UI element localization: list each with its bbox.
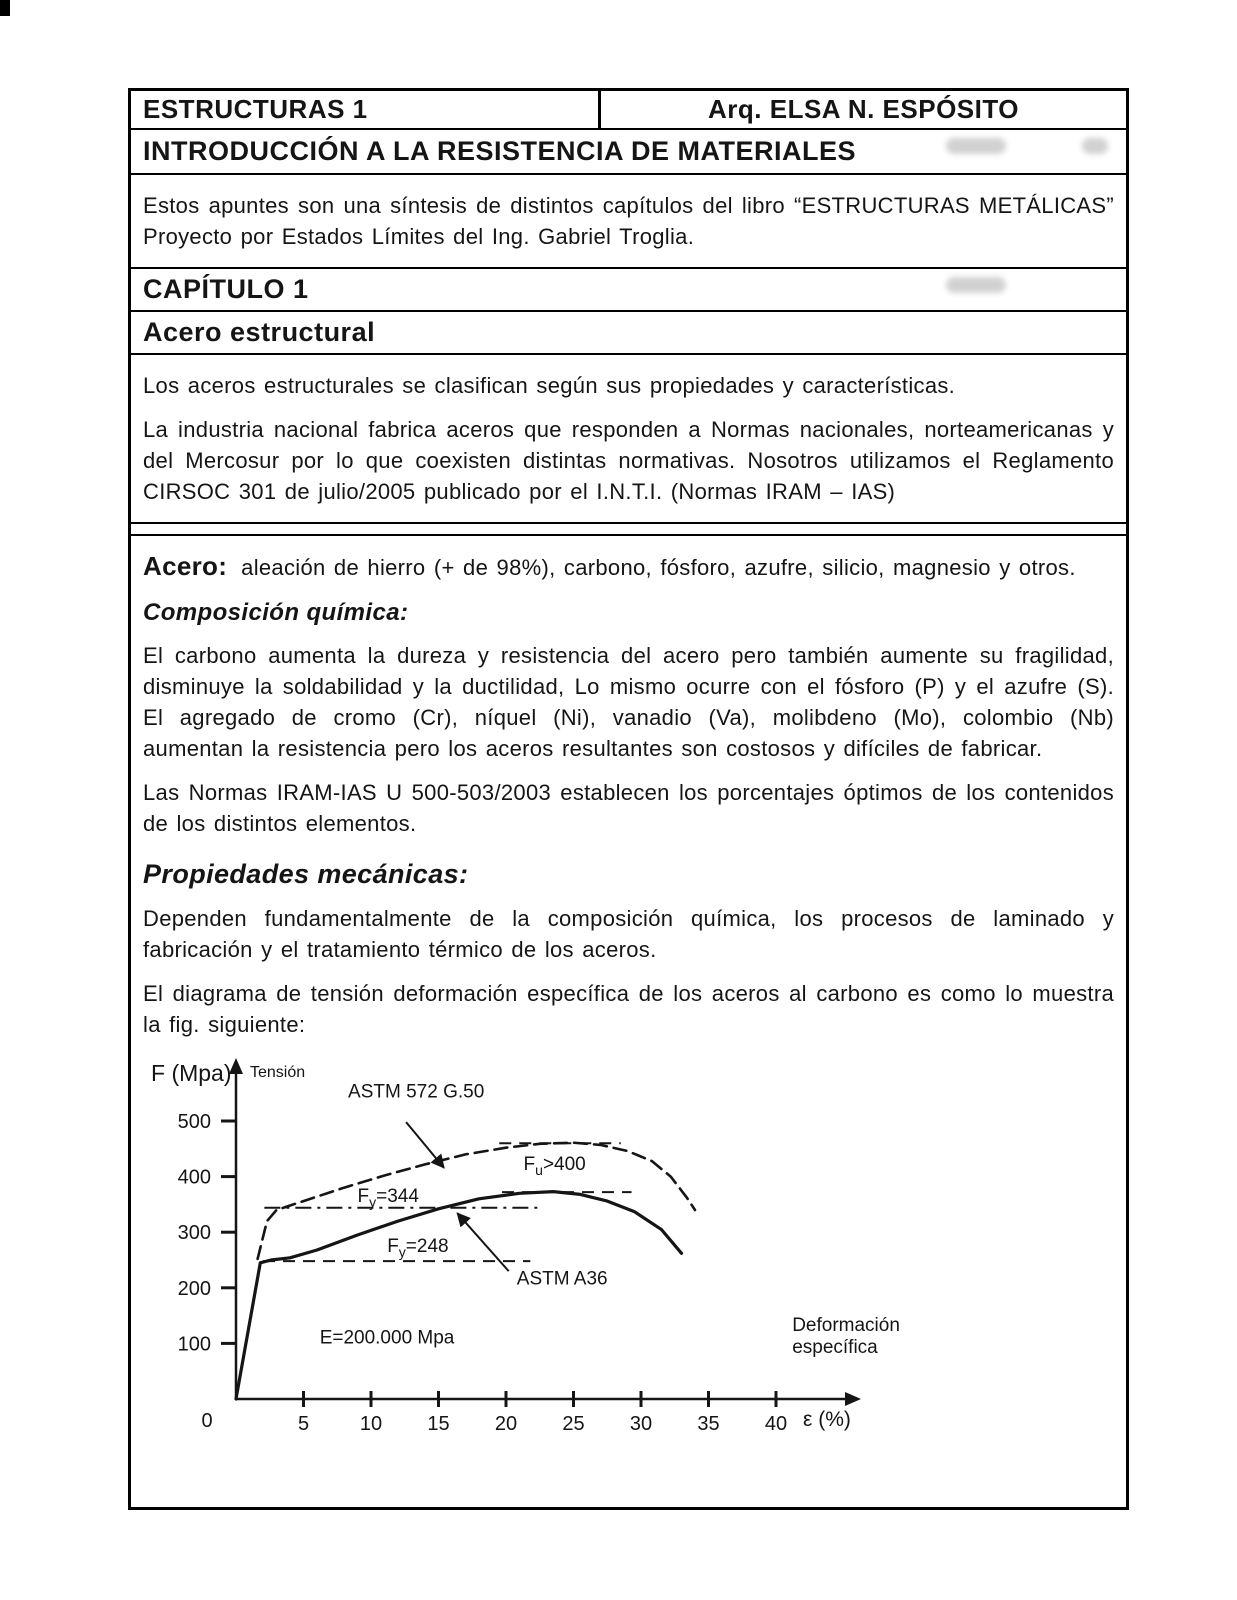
svg-text:15: 15: [427, 1413, 450, 1435]
author-name: Arq. ELSA N. ESPÓSITO: [708, 94, 1019, 124]
paragraph-normas-iram: Las Normas IRAM-IAS U 500-503/2003 establecen los porcentajes óptimos de los contenidos de los distintos elementos.: [143, 780, 1114, 836]
svg-text:Tensión: Tensión: [250, 1064, 306, 1081]
svg-text:ASTM 572 G.50: ASTM 572 G.50: [348, 1081, 485, 1103]
acero-definition: [143, 551, 1114, 583]
svg-text:35: 35: [697, 1413, 720, 1435]
paragraph-diagrama-intro: El diagrama de tensión deformación específica de los aceros al carbono es como lo muestra la fig. siguiente:: [143, 981, 1114, 1037]
svg-text:ε (%): ε (%): [803, 1408, 851, 1431]
paragraph-industria-nacional: La industria nacional fabrica aceros que responden a Normas nacionales, norteamericanas y del Mercosur por lo que coexisten distintas normativas. Nosotros utilizamos el Reglamento CIRSOC 301 de julio/2005 publicado por el I.N.T.I. (Normas IRAM – IAS): [143, 417, 1114, 504]
acero-term: Acero:: [143, 551, 228, 581]
document-frame: [128, 88, 1129, 1510]
propiedades-mecanicas-heading: Propiedades mecánicas:: [143, 859, 469, 889]
chapter-heading-text: CAPÍTULO 1: [143, 274, 309, 304]
intro-paragraph: Estos apuntes son una síntesis de distintos capítulos del libro “ESTRUCTURAS METÁLICAS” Proyecto por Estados Límites del Ing. Gabriel Troglia.: [143, 193, 1114, 249]
scan-smudge: [1082, 138, 1108, 154]
document-title: [131, 130, 1126, 175]
svg-text:25: 25: [562, 1413, 585, 1435]
svg-text:10: 10: [359, 1413, 383, 1435]
svg-text:Fu>400: $F_u>400$: [523, 1153, 586, 1178]
paragraph-clasificacion: Los aceros estructurales se clasifican según sus propiedades y características.: [143, 373, 956, 398]
svg-text:100: 100: [177, 1333, 211, 1356]
document-title-text: INTRODUCCIÓN A LA RESISTENCIA DE MATERIALES: [143, 136, 857, 166]
paragraph-dependen: Dependen fundamentalmente de la composición química, los procesos de laminado y fabricación y el tratamiento térmico de los aceros.: [143, 906, 1114, 962]
svg-text:20: 20: [494, 1413, 518, 1435]
header-row: [131, 91, 1126, 130]
svg-text:Deformaciónespecífica: Deformación específica: [792, 1315, 900, 1359]
svg-text:400: 400: [177, 1166, 211, 1189]
svg-text:5: 5: [297, 1413, 310, 1435]
svg-text:30: 30: [629, 1413, 653, 1435]
scan-smudge: [946, 138, 1006, 154]
intro-section: [131, 175, 1126, 267]
acero-estructural-body: [131, 355, 1126, 524]
scan-artifact: [0, 0, 10, 16]
section-heading-text: Acero estructural: [143, 317, 376, 347]
stress-strain-diagram: [145, 1053, 1129, 1451]
scan-smudge: [946, 277, 1006, 293]
svg-text:0: 0: [201, 1410, 213, 1432]
svg-text:Fy=344: $F_y=344$: [357, 1186, 419, 1211]
section-heading-acero-estructural: [131, 312, 1126, 355]
svg-text:Fy=248: $F_y=248$: [387, 1236, 449, 1261]
svg-text:F (Mpa): F (Mpa): [151, 1060, 232, 1086]
course-title: ESTRUCTURAS 1: [131, 91, 601, 128]
composicion-quimica-heading: Composición química:: [143, 599, 409, 626]
svg-text:300: 300: [177, 1222, 211, 1245]
paragraph-carbono: El carbono aumenta la dureza y resistencia del acero pero también aumente su fragilidad, disminuye la soldabilidad y la ductilidad, Lo mismo ocurre con el fósforo (P) y el azufre (S). El agregado de cromo (Cr), níquel (Ni), vanadio (Va), molibdeno (Mo), colombio (Nb) aumentan la resistencia pero los aceros resultantes son costosos y difíciles de fabricar.: [143, 643, 1114, 761]
svg-text:40: 40: [764, 1413, 788, 1435]
stress-strain-chart: [143, 1053, 1114, 1451]
svg-text:500: 500: [177, 1111, 211, 1133]
svg-text:ASTM A36: ASTM A36: [516, 1268, 608, 1290]
chapter-heading: [131, 267, 1126, 312]
svg-text:200: 200: [177, 1277, 211, 1300]
svg-text:E=200.000 Mpa: E=200.000 Mpa: [319, 1327, 455, 1349]
acero-definition-section: [131, 534, 1126, 1507]
acero-definition-text: aleación de hierro (+ de 98%), carbono, fósforo, azufre, silicio, magnesio y otros.: [241, 555, 1076, 580]
